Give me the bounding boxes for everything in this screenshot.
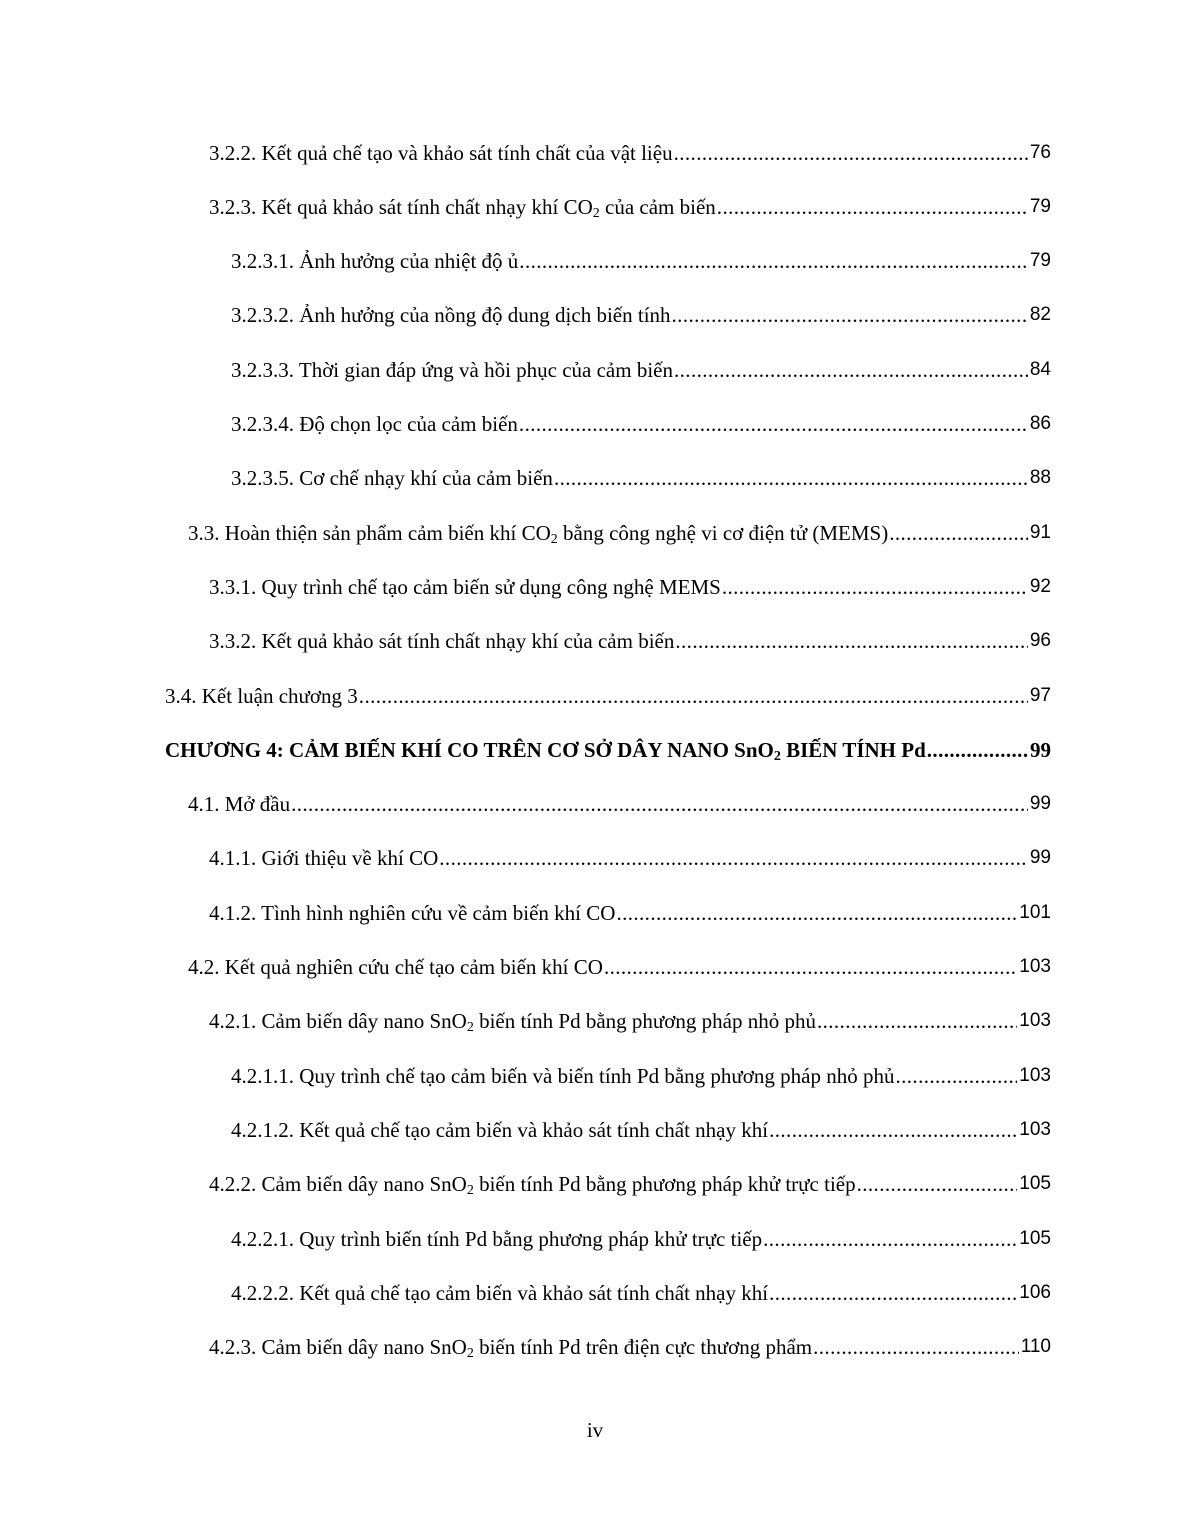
- toc-entry-page: 103: [1019, 956, 1051, 977]
- dot-leader: [926, 735, 1028, 765]
- dot-leader: [674, 626, 1027, 656]
- toc-entry[interactable]: [231, 1061, 1051, 1091]
- toc-entry[interactable]: [209, 192, 1051, 222]
- toc-entry[interactable]: [231, 246, 1051, 276]
- toc-entry-title: 4.2.2. Cảm biến dây nano SnO$_2$ biến tính Pd bằng phương pháp khử trực tiếp: [209, 1172, 856, 1198]
- toc-entry[interactable]: [188, 952, 1051, 982]
- toc-entry-title: 4.1. Mở đầu: [188, 792, 291, 816]
- toc-entry-page: 79: [1029, 196, 1051, 217]
- toc-entry-page: 76: [1029, 142, 1051, 163]
- toc-entry[interactable]: [209, 1332, 1051, 1362]
- toc-entry[interactable]: [231, 1224, 1051, 1254]
- dot-leader: [358, 681, 1028, 711]
- toc-entry[interactable]: [209, 1169, 1051, 1199]
- toc-entry-page: 106: [1019, 1282, 1051, 1303]
- dot-leader: [721, 572, 1028, 602]
- toc-entry-title: 4.2.1. Cảm biến dây nano SnO$_2$ biến tính Pd bằng phương pháp nhỏ phủ: [209, 1009, 816, 1035]
- toc-entry-page: 99: [1029, 793, 1051, 814]
- dot-leader: [671, 300, 1028, 330]
- dot-leader: [716, 192, 1028, 222]
- toc-entry[interactable]: [209, 898, 1051, 928]
- toc-entry-page: 99: [1029, 847, 1051, 868]
- toc-entry[interactable]: [209, 138, 1051, 168]
- toc-entry-title: 3.2.3.2. Ảnh hưởng của nồng độ dung dịch biến tính: [231, 303, 671, 327]
- toc-entry-page: 105: [1019, 1173, 1051, 1194]
- toc-entry[interactable]: [231, 1278, 1051, 1308]
- toc-entry[interactable]: [209, 572, 1051, 602]
- toc-entry-title: CHƯƠNG 4: CẢM BIẾN KHÍ CO TRÊN CƠ SỞ DÂY NANO SnO$_2$ BIẾN TÍNH Pd: [165, 738, 926, 764]
- toc-entry-title: 4.1.1. Giới thiệu về khí CO: [209, 846, 439, 870]
- toc-entry-title: 3.3.2. Kết quả khảo sát tính chất nhạy khí của cảm biến: [209, 629, 675, 653]
- toc-entry-page: 88: [1029, 467, 1051, 488]
- toc-entry[interactable]: [231, 300, 1051, 330]
- toc-entry[interactable]: [231, 463, 1051, 493]
- dot-leader: [816, 1006, 1017, 1036]
- toc-entry[interactable]: [209, 1006, 1051, 1036]
- toc-entry-page: 105: [1019, 1228, 1051, 1249]
- toc-entry-page: 103: [1019, 1010, 1051, 1031]
- toc-entry[interactable]: [231, 355, 1051, 385]
- dot-leader: [673, 138, 1028, 168]
- dot-leader: [615, 898, 1017, 928]
- dot-leader: [518, 246, 1028, 276]
- toc-entry-title: 4.2.2.1. Quy trình biến tính Pd bằng phương pháp khử trực tiếp: [231, 1227, 763, 1251]
- dot-leader: [673, 355, 1028, 385]
- toc-entry-title: 3.2.3. Kết quả khảo sát tính chất nhạy khí $CO_2$ của cảm biến: [209, 195, 716, 221]
- toc-entry-title: 3.3. Hoàn thiện sản phẩm cảm biến khí $CO_2$ bằng công nghệ vi cơ điện tử (MEMS): [188, 521, 889, 547]
- toc-entry-title: 3.2.3.4. Độ chọn lọc của cảm biến: [231, 412, 518, 436]
- toc-entry[interactable]: [188, 789, 1051, 819]
- toc-entry[interactable]: [209, 843, 1051, 873]
- toc-entry-title: 4.1.2. Tình hình nghiên cứu về cảm biến khí CO: [209, 901, 616, 925]
- toc-entry-page: 82: [1029, 304, 1051, 325]
- toc-entry-title: 3.4. Kết luận chương 3: [165, 684, 358, 708]
- toc-entry-page: 101: [1019, 902, 1051, 923]
- toc-entry-page: 91: [1029, 522, 1051, 543]
- toc-entry[interactable]: [231, 409, 1051, 439]
- toc-entry-page: 84: [1029, 359, 1051, 380]
- toc-entry-page: 103: [1019, 1119, 1051, 1140]
- toc-entry-title: 4.2.1.2. Kết quả chế tạo cảm biến và khảo sát tính chất nhạy khí: [231, 1118, 769, 1142]
- dot-leader: [290, 789, 1028, 819]
- toc-entry-title: 3.2.3.1. Ảnh hưởng của nhiệt độ ủ: [231, 249, 519, 273]
- toc-entry-page: 96: [1029, 630, 1051, 651]
- dot-leader: [768, 1278, 1017, 1308]
- toc-entry-title: 3.2.3.3. Thời gian đáp ứng và hồi phục của cảm biến: [231, 358, 673, 382]
- dot-leader: [856, 1169, 1018, 1199]
- toc-entry-page: 99: [1030, 738, 1051, 762]
- dot-leader: [518, 409, 1028, 439]
- dot-leader: [553, 463, 1028, 493]
- toc-entry-title: 3.3.1. Quy trình chế tạo cảm biến sử dụng công nghệ MEMS: [209, 575, 721, 599]
- toc-entry-title: 4.2.3. Cảm biến dây nano SnO$_2$ biến tính Pd trên điện cực thương phẩm: [209, 1335, 813, 1361]
- toc-entry-title: 4.2.2.2. Kết quả chế tạo cảm biến và khảo sát tính chất nhạy khí: [231, 1281, 769, 1305]
- toc-chapter-entry[interactable]: [165, 735, 1051, 765]
- toc-entry-page: 79: [1029, 250, 1051, 271]
- dot-leader: [762, 1224, 1017, 1254]
- dot-leader: [438, 843, 1028, 873]
- dot-leader: [768, 1115, 1017, 1145]
- toc-entry-page: 103: [1019, 1065, 1051, 1086]
- toc-entry-page: 92: [1029, 576, 1051, 597]
- toc-entry-page: 86: [1029, 413, 1051, 434]
- dot-leader: [812, 1332, 1019, 1362]
- toc-entry[interactable]: [231, 1115, 1051, 1145]
- toc-entry-title: 4.2. Kết quả nghiên cứu chế tạo cảm biến khí CO: [188, 955, 603, 979]
- toc-entry-title: 4.2.1.1. Quy trình chế tạo cảm biến và biến tính Pd bằng phương pháp nhỏ phủ: [231, 1064, 895, 1088]
- dot-leader: [894, 1061, 1017, 1091]
- toc-entry[interactable]: [209, 626, 1051, 656]
- toc-entry[interactable]: [165, 681, 1051, 711]
- dot-leader: [888, 518, 1028, 548]
- dot-leader: [603, 952, 1017, 982]
- page-number: iv: [586, 1418, 604, 1442]
- toc-entry-title: 3.2.2. Kết quả chế tạo và khảo sát tính chất của vật liệu: [209, 141, 673, 165]
- toc-entry-title: 3.2.3.5. Cơ chế nhạy khí của cảm biến: [231, 466, 553, 490]
- toc-entry[interactable]: [188, 518, 1051, 548]
- toc-entry-page: 110: [1020, 1336, 1051, 1357]
- toc-entry-page: 97: [1029, 685, 1051, 706]
